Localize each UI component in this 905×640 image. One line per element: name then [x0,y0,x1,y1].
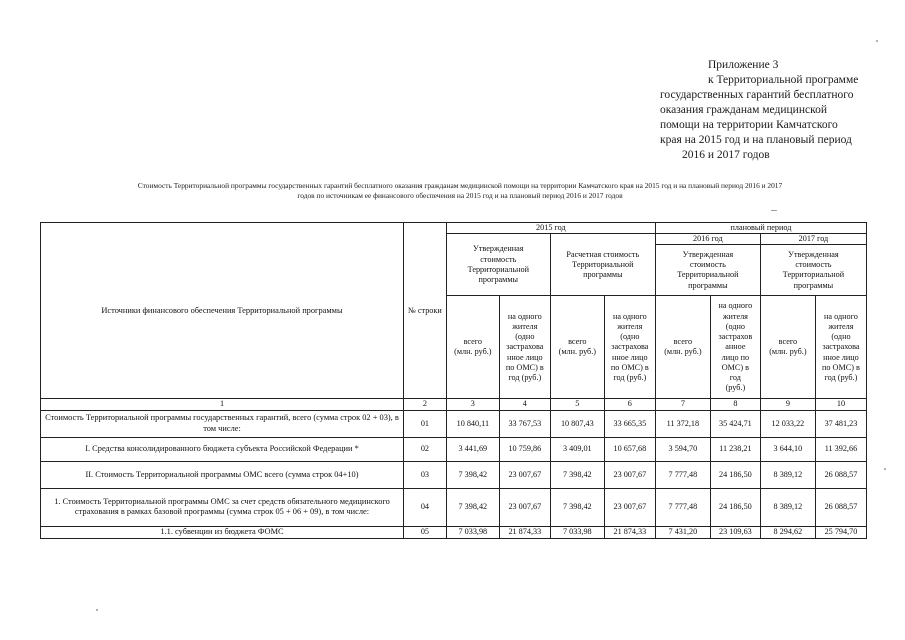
value-cell: 21 874,33 [499,526,550,538]
per-resident-header [815,296,866,399]
column-number-cell: 7 [655,399,710,410]
appendix-line: края на 2015 год и на плановый период [660,134,852,146]
total-header [446,296,499,399]
per-resident-header [604,296,655,399]
row-label: II. Стоимость Территориальной программы ОМС всего (сумма строк 04+10) [41,461,404,488]
total-header [550,296,604,399]
appendix-note [660,58,900,163]
row-label: Стоимость Территориальной программы государственных гарантий, всего (сумма строк 02 + 03), в том числе: [41,410,404,437]
value-cell: 26 088,57 [815,461,866,488]
header-text-line: застрахова [611,342,649,352]
appendix-line: оказания гражданам медицинской [660,104,827,116]
header-text-line: застрахова [506,342,544,352]
value-cell: 33 767,53 [499,410,550,437]
row-label: 1.1. субвенции из бюджета ФОМС [41,526,404,538]
value-cell: 7 033,98 [446,526,499,538]
header-text-line: нное лицо [612,352,648,362]
approved-cost-header-2016 [655,245,760,296]
header-text-line: год [729,372,741,382]
row-number: 02 [404,437,447,461]
title-line-1: Стоимость Территориальной программы государственных гарантий бесплатного оказания гражданам медицинской помощи на территории Камчатского края на 2015 год и на плановый период 2016 и 2017 [137,181,783,190]
column-number-cell: 2 [404,399,447,410]
table-row [41,410,867,437]
value-cell: 10 840,11 [446,410,499,437]
year-2017-header: 2017 год [760,234,866,245]
scan-speck [96,609,98,611]
header-text-line: (млн. руб.) [454,347,492,357]
header-text-line: на одного [824,311,858,321]
column-number-row [41,399,867,410]
header-text-line: (одно [725,321,745,331]
table-row [41,488,867,526]
appendix-line: государственных гарантий бесплатного [660,89,854,101]
row-number: 03 [404,461,447,488]
header-text-line: застрахова [822,342,860,352]
value-cell: 33 665,35 [604,410,655,437]
value-cell: 24 186,50 [710,461,760,488]
header-text-line: Территориальной [467,264,529,274]
header-text-line: по ОМС) в [610,362,649,372]
value-cell: 7 033,98 [550,526,604,538]
header-text-line: ОМС) в [721,362,750,372]
value-cell: 23 109,63 [710,526,760,538]
header-text-line: Территориальной [572,259,634,269]
source-column-header: Источники финансового обеспечения Территориальной программы [41,223,404,399]
value-cell: 8 389,12 [760,461,815,488]
value-cell: 35 424,71 [710,410,760,437]
header-text-line: на одного [718,301,753,311]
header-text-line: стоимость [689,260,726,270]
title-line-2: годов по источникам ее финансового обеспечения на 2015 год и на плановый период 2016 и 2017 годов [297,190,623,200]
table-row [41,437,867,461]
header-text-line: (одно [515,332,535,342]
header-text-line: всего [463,337,483,347]
header-text-line: год (руб.) [613,372,647,382]
value-cell: 7 777,48 [655,488,710,526]
row-number: 04 [404,488,447,526]
value-cell: 11 238,21 [710,437,760,461]
scan-speck [771,210,777,211]
header-text-line: жителя [828,321,854,331]
column-number-cell: 1 [41,399,404,410]
column-number-cell: 3 [446,399,499,410]
row-number: 05 [404,526,447,538]
value-cell: 11 372,18 [655,410,710,437]
value-cell: 10 807,43 [550,410,604,437]
value-cell: 8 294,62 [760,526,815,538]
value-cell: 10 759,86 [499,437,550,461]
row-label: 1. Стоимость Территориальной программы ОМС за счет средств обязательного медицинского страхования в рамках базовой программы (сумма строк 05 + 06 + 09), в том числе: [41,488,404,526]
header-text-line: жителя [512,321,538,331]
value-cell: 7 398,42 [550,461,604,488]
scan-speck [876,40,878,42]
header-text-line: нное лицо [507,352,543,362]
column-number-cell: 4 [499,399,550,410]
table-row [41,526,867,538]
header-text-line: программы [688,280,728,290]
value-cell: 23 007,67 [499,488,550,526]
document-title [40,181,880,200]
row-number: 01 [404,410,447,437]
header-text-line: стоимость [795,260,832,270]
column-number-cell: 6 [604,399,655,410]
value-cell: 7 431,20 [655,526,710,538]
header-text-line: (одно [620,332,640,342]
header-text-line: по ОМС) в [505,362,544,372]
header-text-line: (млн. руб.) [558,347,596,357]
appendix-line: к Территориальной программе [708,74,859,86]
planning-period-header: плановый период [655,223,866,234]
header-text-line: программы [793,280,834,290]
header-text-line: Утвержденная [788,250,839,259]
value-cell: 12 033,22 [760,410,815,437]
header-text-line: Утвержденная [682,250,734,259]
header-text-line: анное [725,342,746,352]
calculated-cost-header-2015 [550,234,655,296]
approved-cost-header-2017 [760,245,866,296]
value-cell: 11 392,66 [815,437,866,461]
value-cell: 23 007,67 [604,488,655,526]
header-text-line: всего [673,337,693,347]
value-cell: 10 657,68 [604,437,655,461]
value-cell: 3 409,01 [550,437,604,461]
header-text-line: стоимость [480,254,517,264]
column-number-cell: 10 [815,399,866,410]
table-row [41,461,867,488]
value-cell: 7 398,42 [550,488,604,526]
value-cell: 3 594,70 [655,437,710,461]
header-text-line: жителя [722,311,748,321]
value-cell: 23 007,67 [499,461,550,488]
value-cell: 8 389,12 [760,488,815,526]
value-cell: 24 186,50 [710,488,760,526]
header-text-line: год (руб.) [824,372,858,382]
value-cell: 37 481,23 [815,410,866,437]
value-cell: 25 794,70 [815,526,866,538]
value-cell: 7 398,42 [446,461,499,488]
column-number-cell: 5 [550,399,604,410]
value-cell: 21 874,33 [604,526,655,538]
value-cell: 23 007,67 [604,461,655,488]
year-2016-header: 2016 год [655,234,760,245]
header-text-line: по ОМС) в [822,362,860,372]
per-resident-header [710,296,760,399]
header-text-line: (млн. руб.) [769,347,807,357]
column-number-cell: 8 [710,399,760,410]
header-text-line: Территориальной [782,270,845,280]
financing-table [40,222,867,539]
header-text-line: жителя [617,321,643,331]
total-header [655,296,710,399]
header-text-line: на одного [612,311,647,321]
value-cell: 7 398,42 [446,488,499,526]
row-label: I. Средства консолидированного бюджета субъекта Российской Федерации * [41,437,404,461]
row-number-header: № строки [404,223,447,399]
header-text-line: лицо по [721,352,750,362]
header-text-line: Территориальной [677,270,739,280]
header-text-line: застрахов [718,332,753,342]
year-2015-header: 2015 год [446,223,655,234]
header-text-line: год (руб.) [508,372,542,382]
header-text-line: всего [778,337,798,347]
header-text-line: на одного [507,311,542,321]
header-text-line: (млн. руб.) [664,347,702,357]
value-cell: 7 777,48 [655,461,710,488]
header-text-line: программы [583,269,623,279]
value-cell: 26 088,57 [815,488,866,526]
approved-cost-header-2015 [446,234,550,296]
header-text-line: Утвержденная [473,244,524,254]
value-cell: 3 644,10 [760,437,815,461]
value-cell: 3 441,69 [446,437,499,461]
appendix-heading: Приложение 3 [708,59,779,71]
total-header [760,296,815,399]
appendix-line: помощи на территории Камчатского [660,119,838,131]
header-text-line: нное лицо [823,352,859,362]
header-text-line: всего [568,337,587,347]
header-text-line: (руб.) [725,383,746,393]
appendix-line: 2016 и 2017 годов [682,149,770,161]
column-number-cell: 9 [760,399,815,410]
header-text-line: программы [478,275,519,284]
header-text-line: (одно [831,332,851,342]
header-text-line: Расчетная стоимость [566,249,640,259]
scan-speck [884,468,886,470]
per-resident-header [499,296,550,399]
